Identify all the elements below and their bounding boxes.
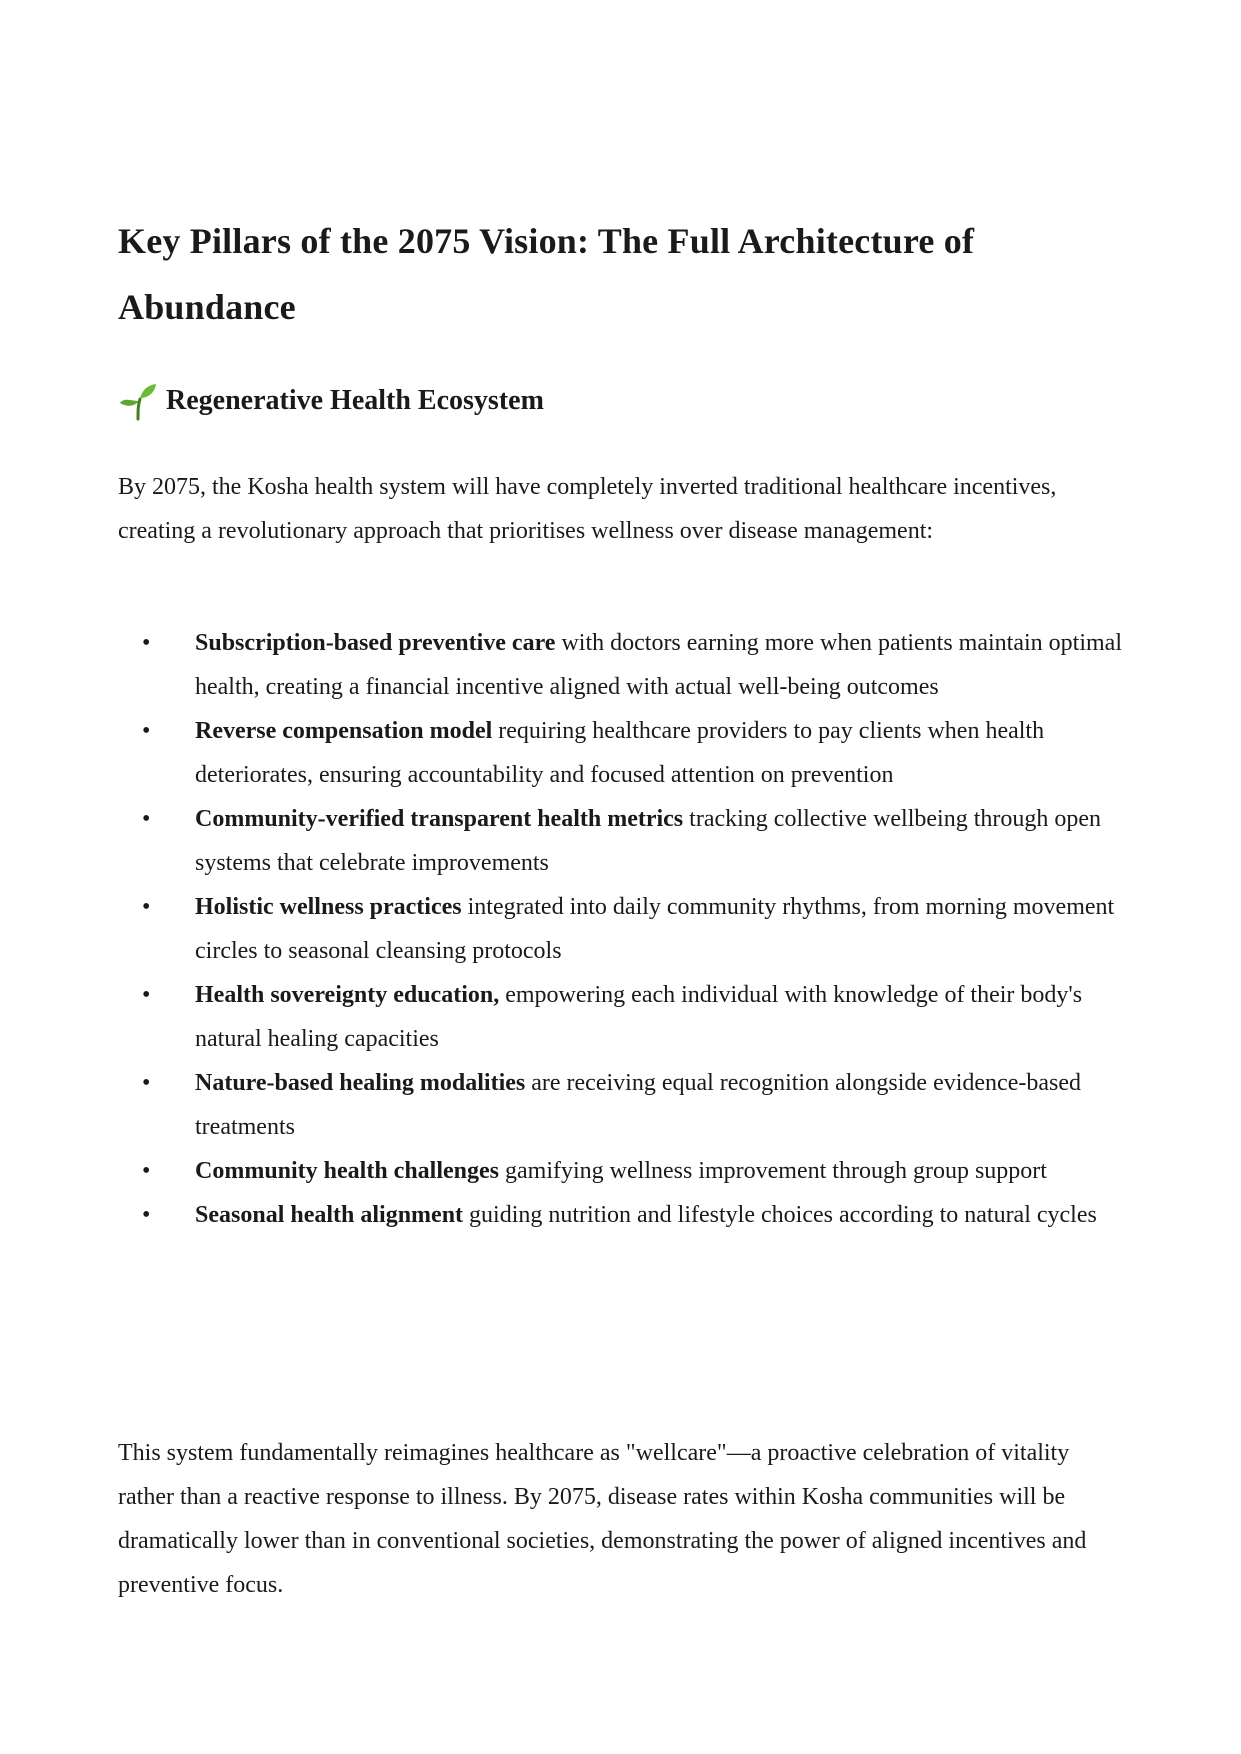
list-item (118, 973, 1128, 1061)
bullet-icon: • (142, 806, 151, 832)
item-bold-text: Reverse compensation model (195, 718, 493, 744)
list-item (118, 1149, 1128, 1193)
bullet-icon: • (142, 718, 151, 744)
item-bold-text: Nature-based healing modalities (195, 1070, 526, 1096)
seedling-icon (118, 381, 158, 421)
item-bold-text: Community health challenges (195, 1158, 500, 1184)
item-text: gamifying wellness improvement through group support (499, 1158, 1047, 1184)
section-heading (118, 381, 544, 421)
closing-paragraph: This system fundamentally reimagines healthcare as "wellcare"—a proactive celebration of vitality rather than a reactive response to illness. By 2075, disease rates within Kosha communities will be dramatically lower than in conventional societies, demonstrating the power of aligned incentives and preventive focus. (118, 1440, 1087, 1598)
list-item (118, 797, 1128, 885)
item-bold-text: Health sovereignty education, (195, 982, 500, 1008)
item-bold-text: Holistic wellness practices (195, 894, 462, 920)
list-item (118, 1193, 1128, 1237)
item-text: empowering each individual with knowledge of their body's natural healing capacities (195, 982, 1083, 1052)
list-item (118, 885, 1128, 973)
item-text: requiring healthcare providers to pay clients when health deteriorates, ensuring accountability and focused attention on prevention (195, 718, 1045, 788)
list-item (118, 1061, 1128, 1149)
list-item (118, 709, 1128, 797)
bullet-icon: • (142, 1202, 151, 1228)
bullet-icon: • (142, 982, 151, 1008)
bullet-icon: • (142, 1158, 151, 1184)
item-bold-text: Community-verified transparent health metrics (195, 806, 684, 832)
list-item (118, 621, 1128, 709)
item-bold-text: Seasonal health alignment (195, 1202, 464, 1228)
item-text: are receiving equal recognition alongside evidence-based treatments (195, 1070, 1081, 1140)
bullet-icon: • (142, 1070, 151, 1096)
bullet-icon: • (142, 630, 151, 656)
page-title: Key Pillars of the 2075 Vision: The Full Architecture of Abundance (118, 221, 975, 327)
intro-paragraph: By 2075, the Kosha health system will have completely inverted traditional healthcare incentives, creating a revolutionary approach that prioritises wellness over disease management: (118, 474, 1057, 544)
section-heading-label: Regenerative Health Ecosystem (166, 385, 544, 416)
item-bold-text: Subscription-based preventive care (195, 630, 556, 656)
item-text: with doctors earning more when patients maintain optimal health, creating a financial incentive aligned with actual well-being outcomes (195, 630, 1122, 700)
pillar-list (118, 621, 1128, 1237)
item-text: integrated into daily community rhythms, from morning movement circles to seasonal cleansing protocols (195, 894, 1115, 964)
item-text: tracking collective wellbeing through open systems that celebrate improvements (195, 806, 1102, 876)
item-text: guiding nutrition and lifestyle choices according to natural cycles (463, 1202, 1097, 1228)
bullet-icon: • (142, 894, 151, 920)
